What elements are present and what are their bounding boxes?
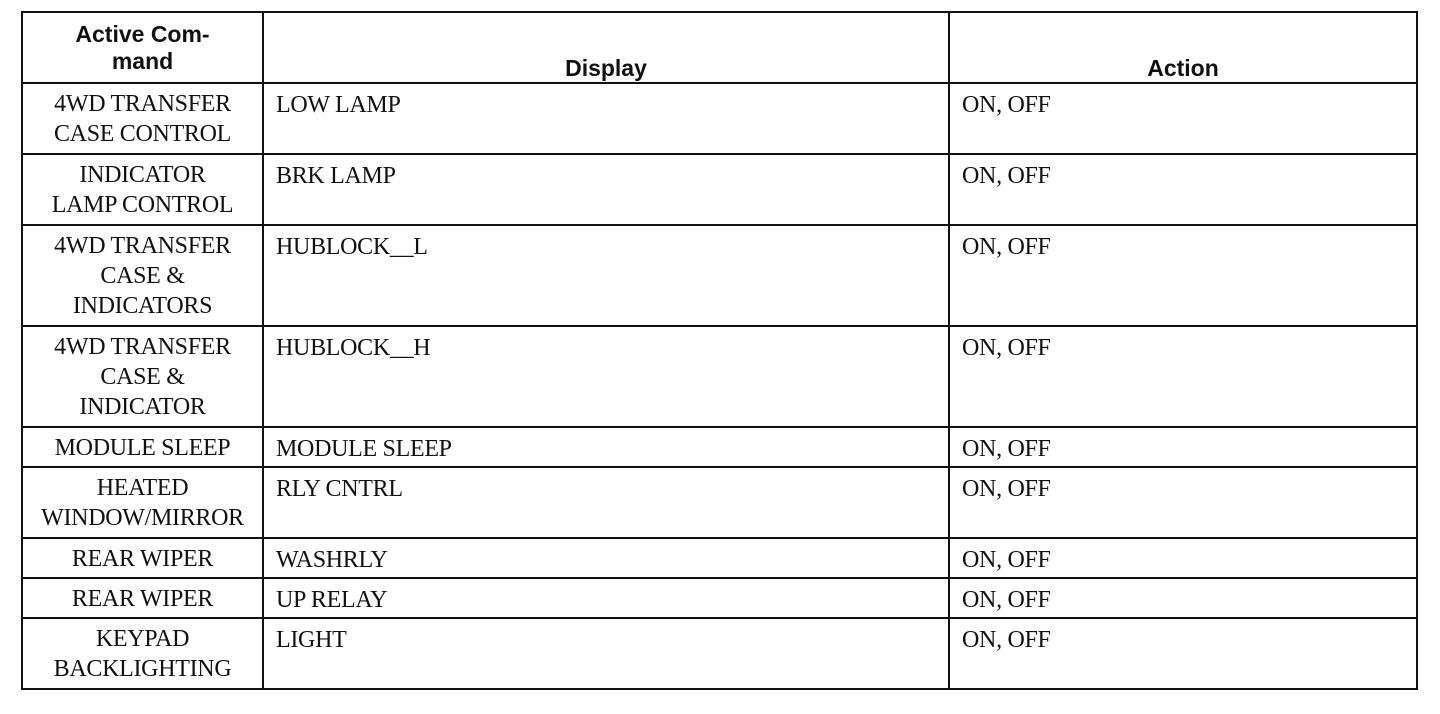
command-cell xyxy=(22,326,263,427)
display-cell: HUBLOCK__H xyxy=(263,326,949,427)
command-cell xyxy=(22,538,263,578)
display-cell: MODULE SLEEP xyxy=(263,427,949,467)
table-row xyxy=(22,83,1417,154)
header-active-command xyxy=(22,12,263,83)
command-cell xyxy=(22,618,263,689)
display-cell: LIGHT xyxy=(263,618,949,689)
action-cell: ON, OFF xyxy=(949,83,1417,154)
action-cell: ON, OFF xyxy=(949,578,1417,618)
command-cell xyxy=(22,467,263,538)
display-cell: WASHRLY xyxy=(263,538,949,578)
table-row xyxy=(22,467,1417,538)
display-cell: BRK LAMP xyxy=(263,154,949,225)
command-text: REAR WIPER xyxy=(71,546,214,572)
table-row xyxy=(22,538,1417,578)
command-text: KEYPAD BACKLIGHTING xyxy=(53,626,232,682)
display-cell: LOW LAMP xyxy=(263,83,949,154)
command-text: 4WD TRANSFER CASE & INDICATORS xyxy=(54,233,231,319)
command-text: MODULE SLEEP xyxy=(54,435,231,461)
action-cell: ON, OFF xyxy=(949,427,1417,467)
table-body xyxy=(22,83,1417,689)
command-text: HEATED WINDOW/MIRROR xyxy=(41,475,244,531)
header-display: Display xyxy=(263,12,949,83)
action-cell: ON, OFF xyxy=(949,326,1417,427)
header-active-command-label: Active Com- mand xyxy=(75,20,210,74)
table-row xyxy=(22,578,1417,618)
action-cell: ON, OFF xyxy=(949,538,1417,578)
table-row xyxy=(22,618,1417,689)
table-row xyxy=(22,154,1417,225)
command-text: 4WD TRANSFER CASE CONTROL xyxy=(53,91,232,147)
header-row xyxy=(22,12,1417,83)
command-text: INDICATOR LAMP CONTROL xyxy=(51,162,234,218)
table-row xyxy=(22,427,1417,467)
table-row xyxy=(22,326,1417,427)
active-command-table xyxy=(21,11,1418,690)
action-cell: ON, OFF xyxy=(949,154,1417,225)
display-cell: RLY CNTRL xyxy=(263,467,949,538)
command-cell xyxy=(22,225,263,326)
command-cell xyxy=(22,83,263,154)
command-text: REAR WIPER xyxy=(71,586,214,612)
display-cell: HUBLOCK__L xyxy=(263,225,949,326)
command-cell xyxy=(22,578,263,618)
command-cell xyxy=(22,427,263,467)
command-cell xyxy=(22,154,263,225)
display-cell: UP RELAY xyxy=(263,578,949,618)
action-cell: ON, OFF xyxy=(949,467,1417,538)
table-header xyxy=(22,12,1417,83)
table-row xyxy=(22,225,1417,326)
command-text: 4WD TRANSFER CASE & INDICATOR xyxy=(54,334,231,420)
header-action: Action xyxy=(949,12,1417,83)
action-cell: ON, OFF xyxy=(949,225,1417,326)
action-cell: ON, OFF xyxy=(949,618,1417,689)
